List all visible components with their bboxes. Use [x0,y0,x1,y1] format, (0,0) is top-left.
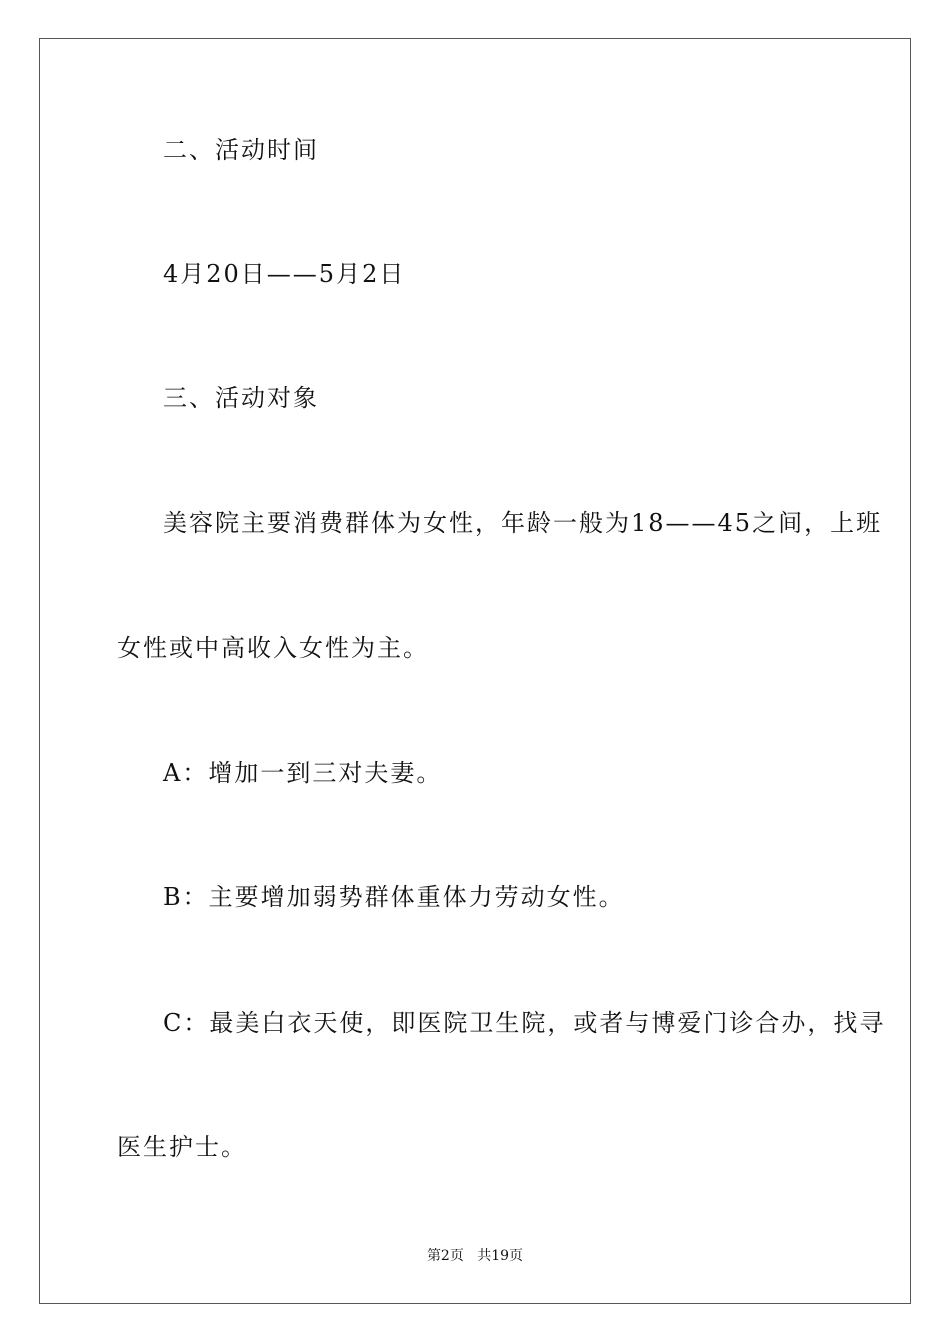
page-number: 第2页 [426,1248,464,1264]
list-item-c-continuation: 医生护士。 [117,1133,247,1161]
paragraph-line: 美容院主要消费群体为女性，年龄一般为18——45之间，上班 [163,509,883,537]
section-heading-activity-target: 三、活动对象 [163,384,319,412]
list-item-b: B：主要增加弱势群体重体力劳动女性。 [163,883,625,911]
page-frame [39,38,911,1304]
list-item-a: A：增加一到三对夫妻。 [163,759,443,787]
paragraph-line: 女性或中高收入女性为主。 [117,634,429,662]
page-total: 共19页 [477,1248,524,1264]
section-heading-activity-time: 二、活动时间 [163,136,319,164]
activity-date-range: 4月20日——5月2日 [163,260,406,288]
list-item-c: C：最美白衣天使，即医院卫生院，或者与博爱门诊合办，找寻 [163,1009,886,1037]
page-footer [0,1247,950,1265]
